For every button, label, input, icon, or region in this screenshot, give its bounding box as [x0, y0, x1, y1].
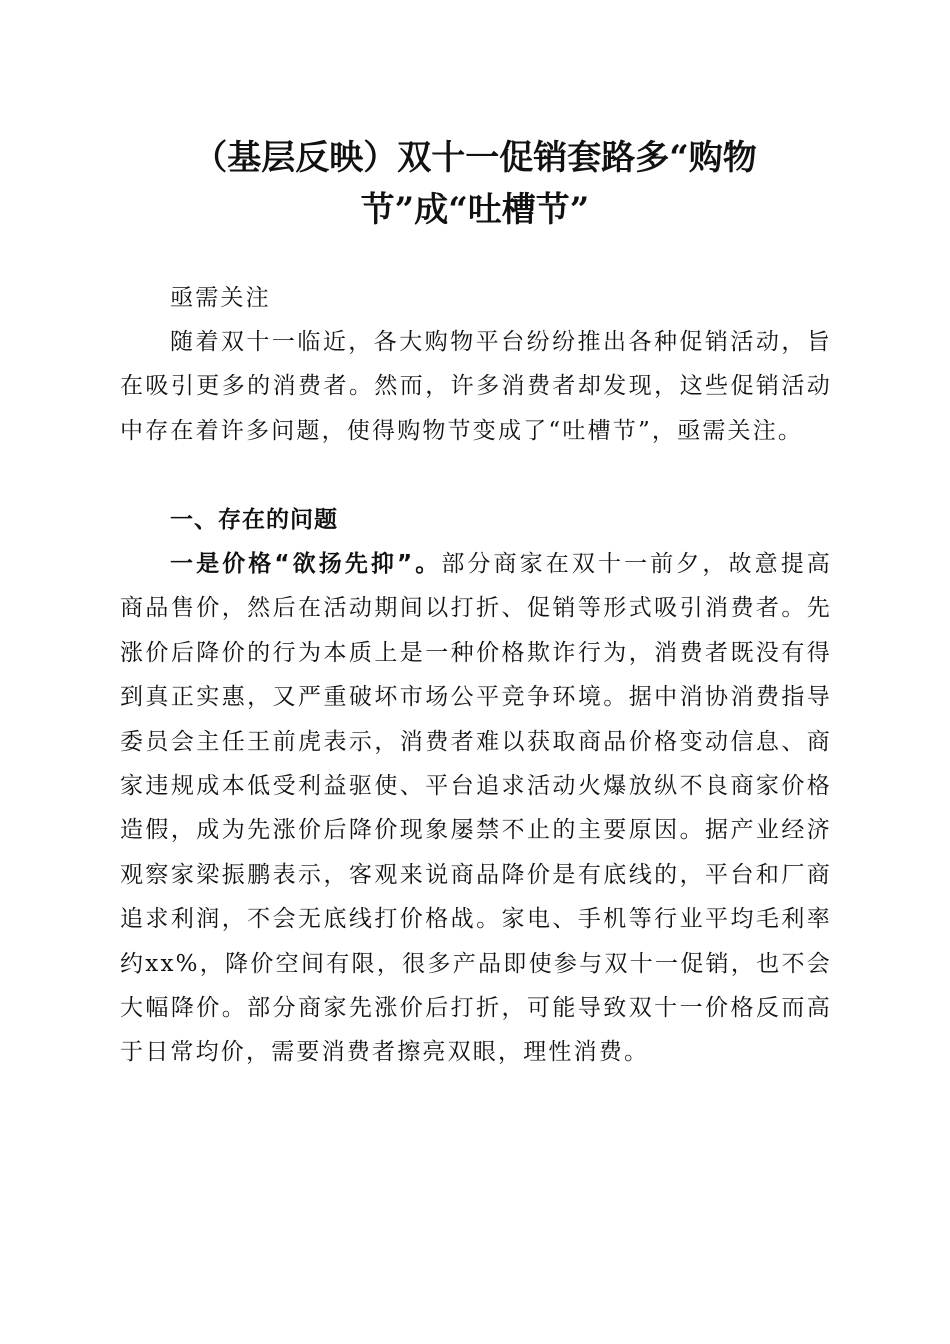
document-title-line-1: （基层反映）双十一促销套路多“购物	[193, 138, 757, 178]
problem-paragraph-1-lead: 一是价格“欲扬先抑”。	[170, 551, 442, 577]
problem-paragraph-1-body: 部分商家在双十一前夕，故意提高商品售价，然后在活动期间以打折、促销等形式吸引消费者。先涨价后降价的行为本质上是一种价格欺诈行为，消费者既没有得到真正实惠，又严重破坏市场公平竞争环境。据中消协消费指导委员会主任王前虎表示，消费者难以获取商品价格变动信息、商家违规成本低受利益驱使、平台追求活动火爆放纵不良商家价格造假，成为先涨价后降价现象屡禁不止的主要原因。据产业经济观察家梁振鹏表示，客观来说商品降价是有底线的，平台和厂商追求利润，不会无底线打价格战。家电、手机等行业平均毛利率约xx%，降价空间有限，很多产品即使参与双十一促销，也不会大幅降价。部分商家先涨价后打折，可能导致双十一价格反而高于日常均价，需要消费者擦亮双眼，理性消费。	[120, 551, 833, 1066]
document-subtitle: 亟需关注	[170, 285, 271, 311]
section-heading-problems: 一、存在的问题	[170, 507, 338, 533]
problem-paragraph-1	[120, 542, 832, 1075]
intro-paragraph: 随着双十一临近，各大购物平台纷纷推出各种促销活动，旨在吸引更多的消费者。然而，许多消费者却发现，这些促销活动中存在着许多问题，使得购物节变成了“吐槽节”，亟需关注。	[120, 329, 832, 444]
document-title-line-2: 节”成“吐槽节”	[360, 190, 590, 230]
